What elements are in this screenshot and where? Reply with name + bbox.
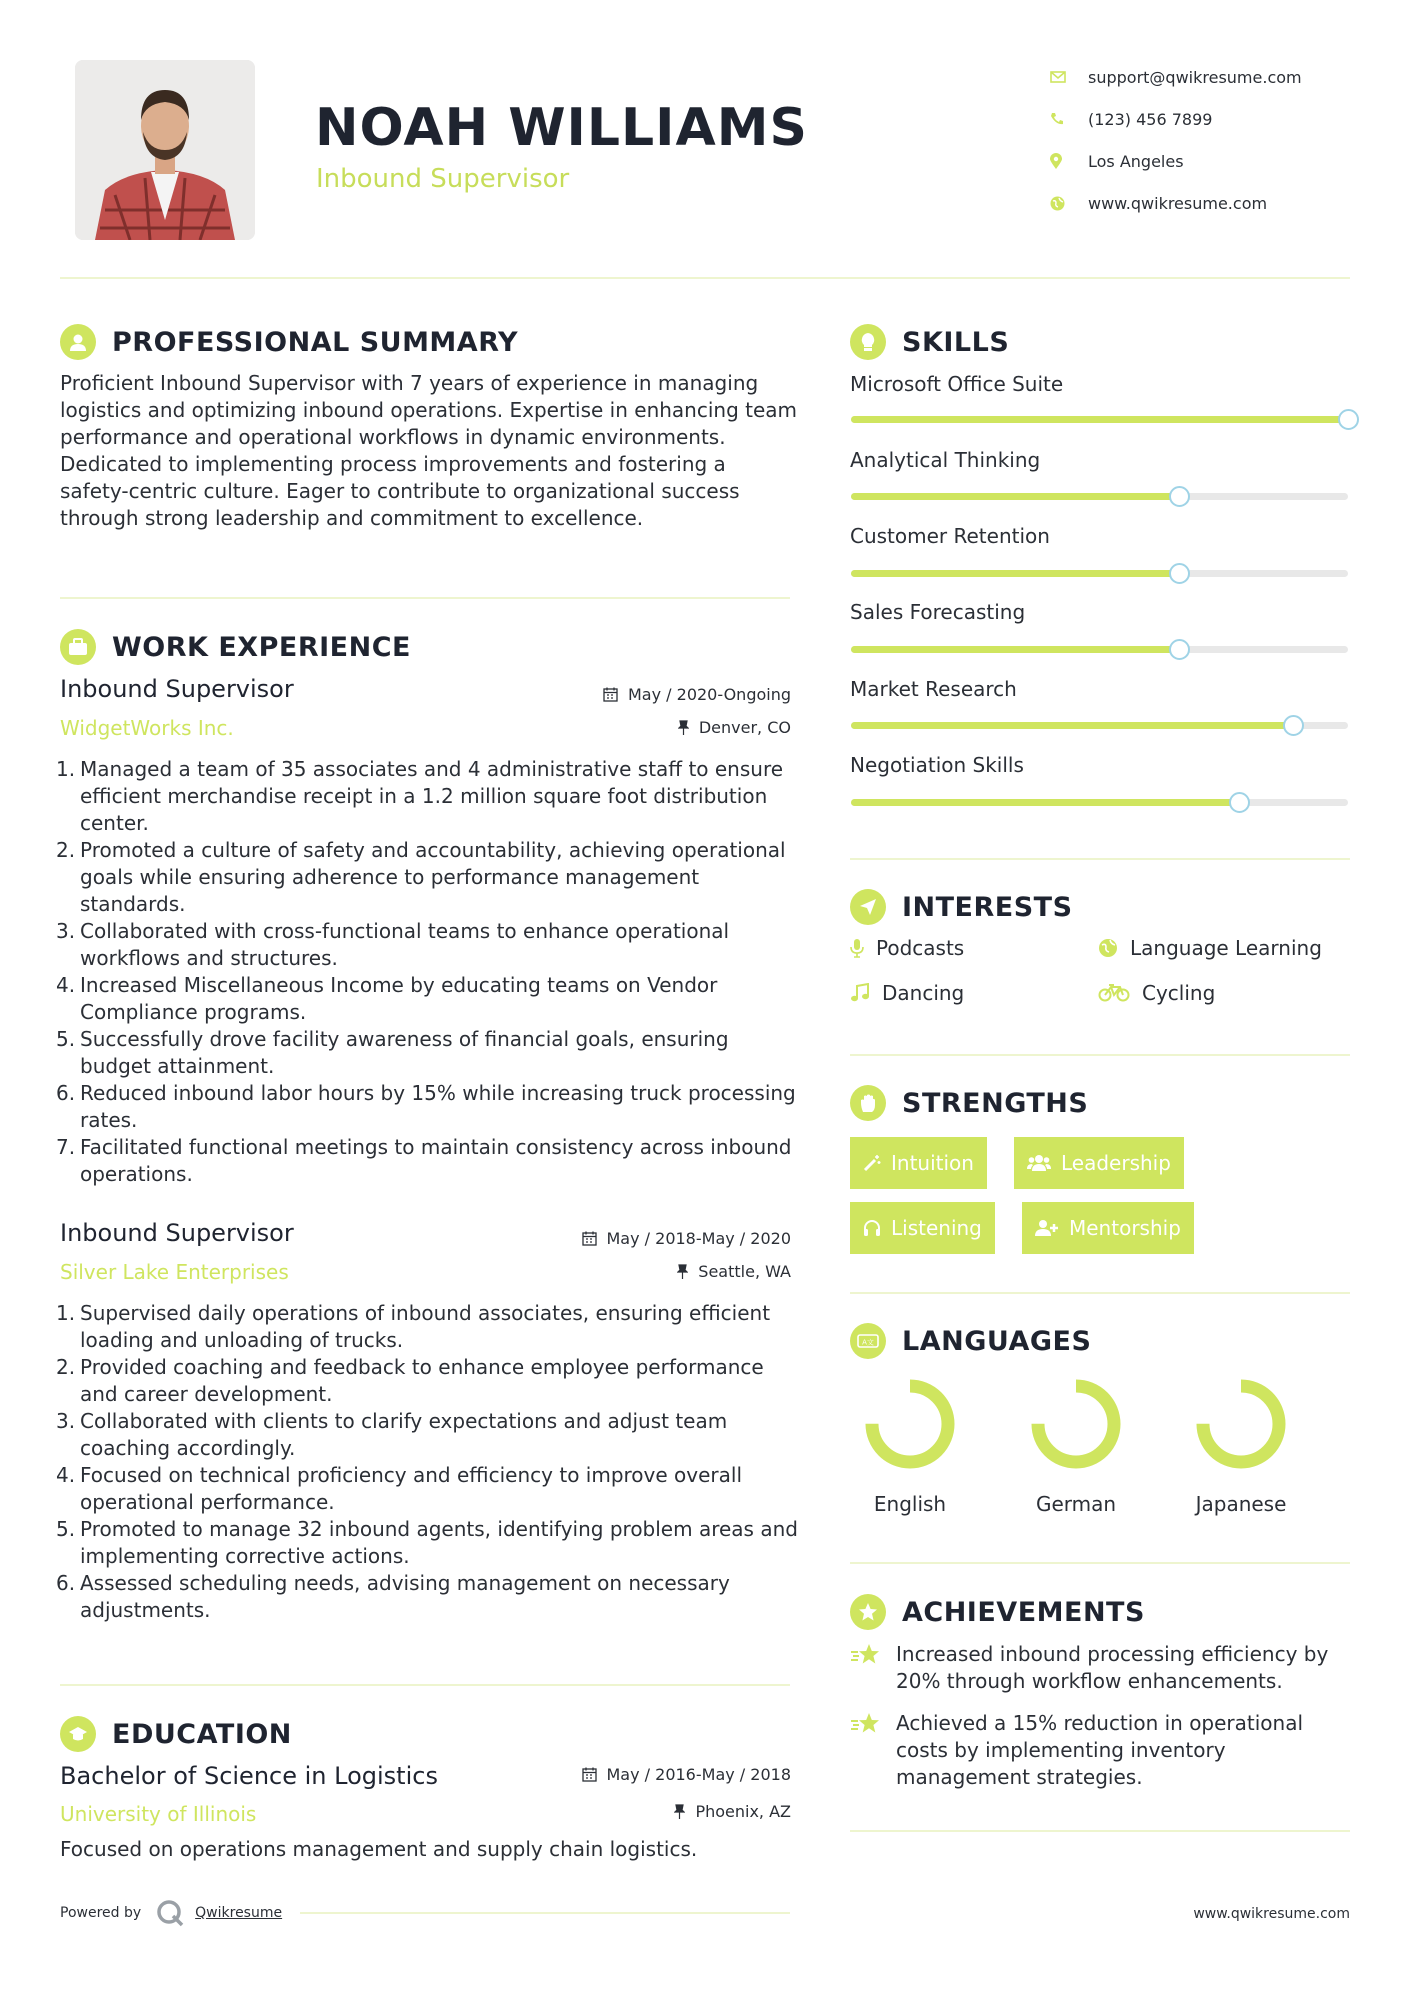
achievements-divider: [850, 1830, 1350, 1832]
profile-photo: [75, 60, 255, 240]
skill-name: Market Research: [850, 677, 1017, 701]
language-item: [1176, 1378, 1306, 1516]
header-divider: [60, 277, 1350, 279]
job-dates: [582, 1229, 792, 1248]
interests-divider: [850, 1054, 1350, 1056]
pushpin-icon: [678, 720, 689, 735]
contact-website[interactable]: [1050, 182, 1380, 224]
footer-rule: [300, 1912, 790, 1914]
list-item: 6. Assessed scheduling needs, advising management on necessary adjustments.: [56, 1571, 730, 1622]
job-dates: [603, 685, 791, 704]
degree-title: Bachelor of Science in Logistics: [60, 1762, 438, 1790]
language-name: Japanese: [1195, 1492, 1287, 1516]
strength-label: Listening: [891, 1216, 982, 1240]
skill-bar-fill: [851, 416, 1348, 423]
contact-location: [1050, 140, 1380, 182]
interest-item: [1098, 936, 1322, 960]
skill-bar-handle: [1169, 563, 1190, 584]
list-item: 1. Supervised daily operations of inbound associates, ensuring efficient loading and unloading of trucks.: [56, 1301, 771, 1352]
skill-bar: [851, 570, 1348, 577]
interests-heading: [850, 887, 1073, 927]
interest-label: Cycling: [1142, 981, 1216, 1005]
list-item: 6. Reduced inbound labor hours by 15% while increasing truck processing rates.: [56, 1081, 796, 1132]
globe-icon: [1050, 196, 1088, 211]
qwikresume-logo-icon: [155, 1898, 185, 1928]
skill-name: Sales Forecasting: [850, 600, 1026, 624]
experience-divider: [60, 1684, 790, 1686]
job-bullets: [56, 756, 800, 1188]
education-location-text: Phoenix, AZ: [695, 1802, 791, 1821]
strength-label: Intuition: [891, 1151, 974, 1175]
calendar-icon: [582, 1231, 597, 1246]
star-icon: [850, 1710, 896, 1791]
summary-heading-text: PROFESSIONAL SUMMARY: [112, 326, 519, 358]
skill-bar-fill: [851, 799, 1239, 806]
language-name: English: [873, 1492, 947, 1516]
skill-name: Microsoft Office Suite: [850, 372, 1064, 396]
strength-label: Mentorship: [1069, 1216, 1181, 1240]
interest-item: [850, 981, 964, 1005]
skill-bar-fill: [851, 570, 1179, 577]
pushpin-icon: [677, 1264, 688, 1279]
svg-text:A文: A文: [862, 1338, 874, 1347]
star-icon: [850, 1641, 896, 1695]
list-item: 3. Collaborated with clients to clarify expectations and adjust team coaching accordingly.: [56, 1409, 728, 1460]
globe-icon: [1098, 938, 1118, 958]
skills-divider: [850, 858, 1350, 860]
strength-chip: [850, 1137, 987, 1189]
skill-bar: [851, 646, 1348, 653]
education-dates: [582, 1765, 792, 1784]
list-item: 2. Provided coaching and feedback to enhance employee performance and career development.: [56, 1355, 764, 1406]
candidate-name: NOAH WILLIAMS: [315, 98, 808, 158]
languages-heading: [850, 1321, 1091, 1361]
skill-bar: [851, 799, 1348, 806]
skill-bar-handle: [1229, 792, 1250, 813]
user-icon: [60, 324, 96, 360]
graduation-icon: [60, 1716, 96, 1752]
education-description: Focused on operations management and supply chain logistics.: [60, 1837, 698, 1861]
language-ring: [1030, 1378, 1122, 1470]
powered-by-text: Powered by: [60, 1905, 142, 1921]
envelope-icon: [1050, 71, 1088, 83]
footer-powered-by: [60, 1898, 282, 1928]
skill-bar: [851, 416, 1348, 423]
bicycle-icon: [1098, 984, 1130, 1002]
contact-email[interactable]: [1050, 56, 1380, 98]
skills-heading: [850, 322, 1009, 362]
headphones-icon: [863, 1219, 881, 1237]
achievement-item: [850, 1710, 1350, 1791]
summary-divider: [60, 597, 790, 599]
strengths-heading-text: STRENGTHS: [902, 1087, 1089, 1119]
skill-bar-handle: [1283, 715, 1304, 736]
skills-heading-text: SKILLS: [902, 326, 1010, 358]
strength-label: Leadership: [1061, 1151, 1171, 1175]
language-item: [1011, 1378, 1141, 1516]
list-item: 5. Successfully drove facility awareness of financial goals, ensuring budget attainment.: [56, 1027, 729, 1078]
contact-website-text: www.qwikresume.com: [1088, 193, 1268, 213]
languages-divider: [850, 1562, 1350, 1564]
map-pin-icon: [1050, 153, 1088, 169]
list-item: 4. Focused on technical proficiency and efficiency to improve overall operational performance.: [56, 1463, 743, 1514]
job-title: Inbound Supervisor: [60, 675, 294, 703]
skill-bar: [851, 722, 1348, 729]
skill-bar-handle: [1169, 639, 1190, 660]
paper-plane-icon: [850, 889, 886, 925]
summary-heading: [60, 322, 518, 362]
job-location-text: Seattle, WA: [698, 1262, 791, 1281]
hand-icon: [850, 1085, 886, 1121]
briefcase-icon: [60, 629, 96, 665]
strength-chip: [1022, 1202, 1194, 1254]
contact-location-text: Los Angeles: [1088, 151, 1184, 171]
contact-phone-text: (123) 456 7899: [1088, 109, 1213, 129]
skill-name: Customer Retention: [850, 524, 1050, 548]
job-location: [678, 718, 791, 737]
phone-icon: [1050, 112, 1088, 126]
candidate-title: Inbound Supervisor: [316, 164, 570, 194]
language-icon: [850, 1323, 886, 1359]
microphone-icon: [850, 938, 864, 958]
education-heading: [60, 1714, 292, 1754]
contact-info: [1050, 56, 1380, 224]
interest-label: Language Learning: [1130, 936, 1322, 960]
calendar-icon: [603, 687, 618, 702]
interest-label: Podcasts: [876, 936, 965, 960]
skill-bar-handle: [1169, 486, 1190, 507]
education-heading-text: EDUCATION: [112, 1718, 292, 1750]
strengths-divider: [850, 1292, 1350, 1294]
achievements-heading: [850, 1592, 1145, 1632]
interests-heading-text: INTERESTS: [902, 891, 1073, 923]
skill-name: Negotiation Skills: [850, 753, 1024, 777]
star-badge-icon: [850, 1594, 886, 1630]
list-item: 5. Promoted to manage 32 inbound agents, identifying problem areas and implementing corrective actions.: [56, 1517, 798, 1568]
pushpin-icon: [674, 1804, 685, 1819]
education-location: [674, 1802, 791, 1821]
contact-phone[interactable]: [1050, 98, 1380, 140]
achievement-text: Increased inbound processing efficiency by 20% through workflow enhancements.: [896, 1642, 1329, 1693]
job-title: Inbound Supervisor: [60, 1219, 294, 1247]
skill-bar-fill: [851, 722, 1293, 729]
school-name: University of Illinois: [60, 1802, 257, 1826]
strength-chip: [850, 1202, 995, 1254]
interest-label: Dancing: [882, 981, 965, 1005]
music-note-icon: [850, 983, 870, 1003]
language-item: [845, 1378, 975, 1516]
experience-heading-text: WORK EXPERIENCE: [112, 631, 411, 663]
magic-wand-icon: [863, 1154, 881, 1172]
skill-bar-handle: [1338, 409, 1359, 430]
language-name: German: [1035, 1492, 1117, 1516]
achievements-heading-text: ACHIEVEMENTS: [902, 1596, 1145, 1628]
interest-item: [850, 936, 964, 960]
footer-website[interactable]: www.qwikresume.com: [1193, 1906, 1350, 1922]
skill-bar-fill: [851, 646, 1179, 653]
calendar-icon: [582, 1767, 597, 1782]
user-plus-icon: [1035, 1219, 1059, 1237]
interest-item: [1098, 981, 1215, 1005]
skill-bar-fill: [851, 493, 1179, 500]
job-location: [677, 1262, 791, 1281]
skill-name: Analytical Thinking: [850, 448, 1041, 472]
job-company: WidgetWorks Inc.: [60, 716, 234, 740]
skill-bar: [851, 493, 1348, 500]
achievement-item: [850, 1641, 1350, 1695]
brand-link[interactable]: Qwikresume: [195, 1905, 283, 1921]
job-bullets: [56, 1300, 800, 1624]
users-icon: [1027, 1154, 1051, 1172]
strength-chip: [1014, 1137, 1184, 1189]
job-dates-text: May / 2018-May / 2020: [606, 1229, 791, 1248]
job-company: Silver Lake Enterprises: [60, 1260, 289, 1284]
job-location-text: Denver, CO: [698, 718, 791, 737]
list-item: 3. Collaborated with cross-functional teams to enhance operational workflows and structures.: [56, 919, 730, 970]
contact-email-text: support@qwikresume.com: [1088, 67, 1302, 87]
list-item: 7. Facilitated functional meetings to maintain consistency across inbound operations.: [56, 1135, 792, 1186]
language-ring: [864, 1378, 956, 1470]
languages-heading-text: LANGUAGES: [902, 1325, 1092, 1357]
lightbulb-icon: [850, 324, 886, 360]
list-item: 2. Promoted a culture of safety and accountability, achieving operational goals while ensuring adherence to performance management standards.: [56, 838, 786, 916]
job-dates-text: May / 2020-Ongoing: [628, 685, 791, 704]
experience-heading: [60, 627, 411, 667]
person-photo-icon: [75, 60, 255, 240]
summary-text: Proficient Inbound Supervisor with 7 years of experience in managing logistics and optimizing inbound operations. Expertise in enhancing team performance and operational workflows in dynamic environments. Dedicated to implementing process improvements and fostering a safety-centric culture. Eager to contribute to organizational success through strong leadership and commitment to excellence.: [60, 371, 798, 530]
list-item: 4. Increased Miscellaneous Income by educating teams on Vendor Compliance programs.: [56, 973, 718, 1024]
education-dates-text: May / 2016-May / 2018: [606, 1765, 791, 1784]
achievement-text: Achieved a 15% reduction in operational costs by implementing inventory management strategies.: [896, 1711, 1304, 1789]
strengths-heading: [850, 1083, 1088, 1123]
language-ring: [1195, 1378, 1287, 1470]
list-item: 1. Managed a team of 35 associates and 4 administrative staff to ensure efficient merchandise receipt in a 1.2 million square foot distribution center.: [56, 757, 784, 835]
